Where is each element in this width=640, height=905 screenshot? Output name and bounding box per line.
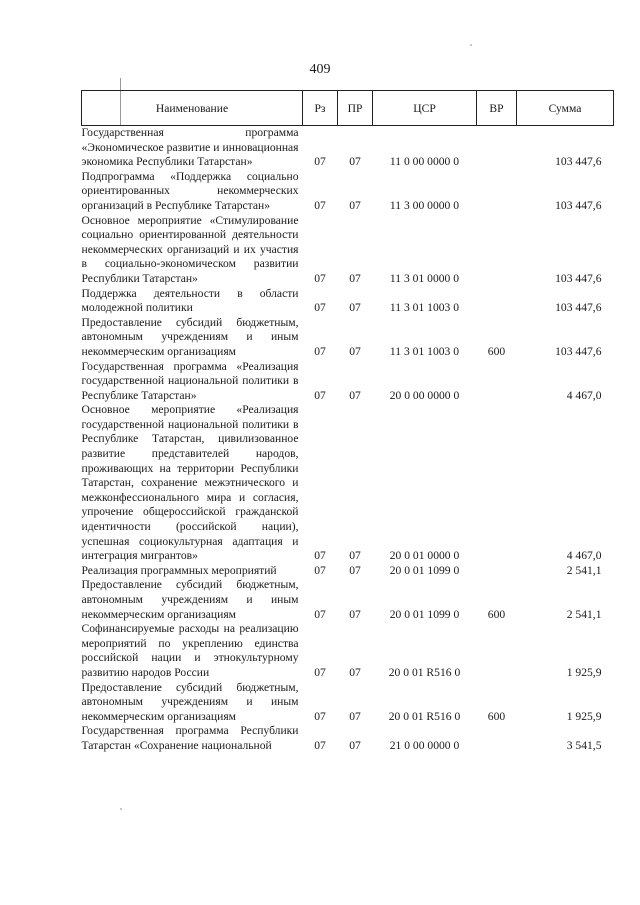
row-name: Основное мероприятие «Реализация государственной национальной политики в Республике Татарстан, цивилизованное развитие представителей народов, проживающих на территории Республики Татарстан, сохранение межэтнического и межконфессионального мира и согласия, упрочение общероссийской гражданской идентичности (российской нации), успешная социокультурная адаптация и интеграция мигрантов»	[81, 403, 299, 563]
row-csr: 20 0 01 R516 0	[388, 665, 461, 679]
row-csr: 20 0 01 1099 0	[389, 607, 460, 621]
row-rz: 07	[314, 271, 326, 285]
row-vr	[477, 622, 517, 680]
row-pr: 07	[349, 665, 361, 679]
table-row	[82, 622, 614, 680]
row-vr	[477, 287, 517, 316]
table-row	[82, 564, 614, 579]
row-pr: 07	[349, 198, 361, 212]
row-vr	[477, 170, 517, 214]
table-row	[82, 287, 614, 316]
row-vr	[477, 360, 517, 404]
row-rz: 07	[314, 388, 326, 402]
row-pr: 07	[349, 549, 361, 563]
row-vr: 600	[487, 344, 506, 358]
row-pr: 07	[349, 155, 361, 169]
table-row	[82, 724, 614, 753]
row-csr: 11 3 00 0000 0	[389, 198, 460, 212]
row-csr: 20 0 01 R516 0	[388, 709, 461, 723]
row-sum: 103 447,6	[555, 344, 602, 358]
row-pr: 07	[349, 607, 361, 621]
row-sum: 103 447,6	[555, 301, 602, 315]
row-name: Государственная программа Республики Татарстан «Сохранение национальной	[81, 724, 299, 752]
row-csr: 11 3 01 1003 0	[389, 344, 460, 358]
row-rz: 07	[314, 665, 326, 679]
header-vr: ВР	[477, 91, 517, 126]
row-csr: 11 0 00 0000 0	[389, 155, 460, 169]
row-pr: 07	[349, 344, 361, 358]
row-name: Государственная программа «Реализация государственной национальной политики в Республике Татарстан»	[81, 359, 299, 402]
row-pr: 07	[349, 301, 361, 315]
row-pr: 07	[349, 388, 361, 402]
row-vr	[477, 724, 517, 753]
row-rz: 07	[314, 563, 326, 577]
row-sum: 3 541,5	[566, 738, 602, 752]
row-name: Государственная программа «Экономическое развитие и инновационная экономика Республики Татарстан»	[81, 126, 299, 169]
row-name: Предоставление субсидий бюджетным, автономным учреждениям и иным некоммерческим организациям	[81, 680, 299, 723]
row-vr	[477, 214, 517, 287]
row-pr: 07	[349, 709, 361, 723]
row-sum: 2 541,1	[566, 563, 602, 577]
row-vr: 600	[487, 709, 506, 723]
row-rz: 07	[314, 301, 326, 315]
row-name: Основное мероприятие «Стимулирование социально ориентированной деятельности некоммерческих организаций и их участия в социально-экономическом развитии Республики Татарстан»	[81, 213, 299, 285]
table-row	[82, 578, 614, 622]
row-name: Поддержка деятельности в области молодежной политики	[81, 286, 299, 315]
table-row	[82, 214, 614, 287]
header-rz: Рз	[303, 91, 338, 126]
page-number: 409	[309, 62, 331, 77]
row-name: Софинансируемые расходы на реализацию мероприятий по укреплению единства российской нации и этнокультурному развитию народов России	[81, 622, 299, 679]
scan-dot	[470, 44, 472, 46]
header-name: Наименование	[82, 91, 303, 126]
row-csr: 11 3 01 1003 0	[389, 301, 460, 315]
header-pr: ПР	[338, 91, 373, 126]
row-rz: 07	[314, 607, 326, 621]
row-rz: 07	[314, 344, 326, 358]
row-vr	[477, 403, 517, 564]
row-sum: 103 447,6	[555, 198, 602, 212]
row-rz: 07	[314, 198, 326, 212]
row-pr: 07	[349, 563, 361, 577]
table-header-row	[82, 91, 614, 126]
row-csr: 11 3 01 0000 0	[389, 271, 460, 285]
row-name: Реализация программных мероприятий	[81, 563, 277, 577]
scan-dot	[120, 808, 122, 810]
row-rz: 07	[314, 549, 326, 563]
row-csr: 21 0 00 0000 0	[389, 738, 460, 752]
row-name: Предоставление субсидий бюджетным, автономным учреждениям и иным некоммерческим организациям	[81, 578, 299, 621]
row-rz: 07	[314, 738, 326, 752]
row-name: Подпрограмма «Поддержка социально ориентированных некоммерческих организаций в Республике Татарстан»	[81, 169, 299, 212]
table-row	[82, 316, 614, 360]
row-vr	[477, 564, 517, 579]
row-sum: 1 925,9	[566, 709, 602, 723]
row-csr: 20 0 01 0000 0	[389, 549, 460, 563]
row-vr: 600	[487, 607, 506, 621]
row-sum: 103 447,6	[555, 271, 602, 285]
row-rz: 07	[314, 709, 326, 723]
row-csr: 20 0 00 0000 0	[389, 388, 460, 402]
table-row	[82, 170, 614, 214]
row-rz: 07	[314, 155, 326, 169]
row-sum: 103 447,6	[555, 155, 602, 169]
table-row	[82, 360, 614, 404]
row-name: Предоставление субсидий бюджетным, автономным учреждениям и иным некоммерческим организациям	[81, 315, 299, 358]
table-row	[82, 403, 614, 564]
table-row	[82, 126, 614, 170]
header-csr: ЦСР	[373, 91, 477, 126]
row-sum: 1 925,9	[566, 665, 602, 679]
row-sum: 4 467,0	[566, 549, 602, 563]
row-vr	[477, 126, 517, 170]
table-row	[82, 681, 614, 725]
header-sum: Сумма	[517, 91, 614, 126]
row-sum: 2 541,1	[566, 607, 602, 621]
row-pr: 07	[349, 738, 361, 752]
row-pr: 07	[349, 271, 361, 285]
budget-table	[81, 90, 614, 754]
row-sum: 4 467,0	[566, 388, 602, 402]
row-csr: 20 0 01 1099 0	[389, 563, 460, 577]
